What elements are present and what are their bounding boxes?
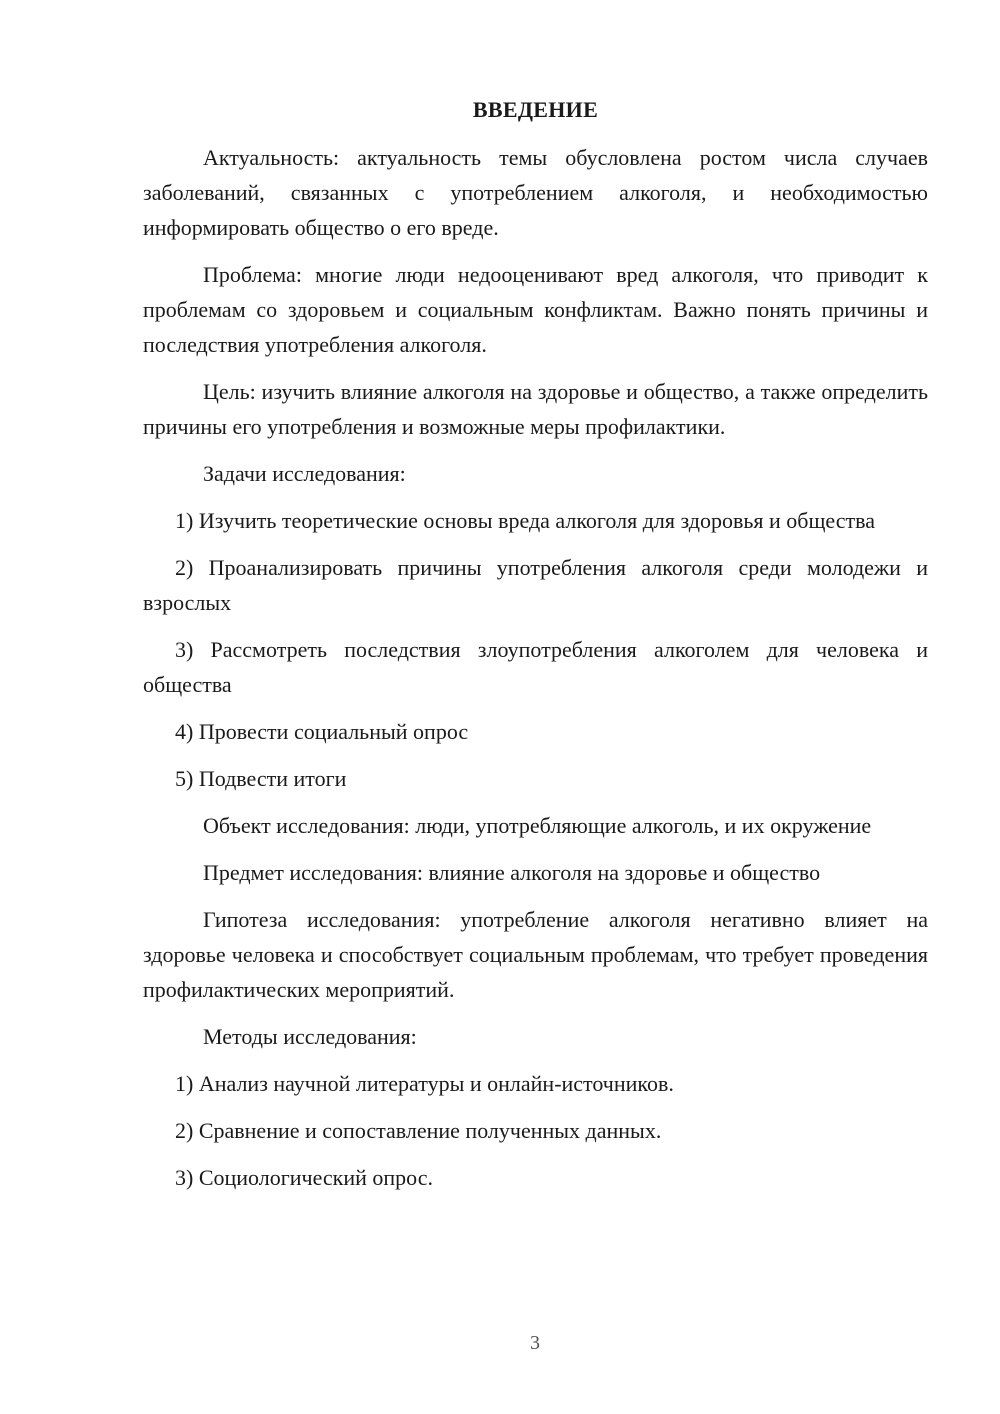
task-item: 5) Подвести итоги (175, 766, 347, 791)
hypothesis-paragraph: Гипотеза исследования: употребление алкоголя негативно влияет на здоровье человека и способствует социальным проблемам, что требует проведения профилактических мероприятий. (143, 907, 928, 1002)
object-paragraph: Объект исследования: люди, употребляющие алкоголь, и их окружение (203, 813, 872, 838)
page-number: 3 (530, 1332, 540, 1354)
tasks-heading: Задачи исследования: (203, 461, 406, 486)
subject-paragraph: Предмет исследования: влияние алкоголя на здоровье и общество (203, 860, 821, 885)
document-page (143, 92, 928, 1207)
method-item: 1) Анализ научной литературы и онлайн-источников. (175, 1071, 674, 1096)
methods-heading: Методы исследования: (203, 1024, 417, 1049)
task-item: 3) Рассмотреть последствия злоупотребления алкоголем для человека и общества (143, 637, 928, 697)
method-item: 2) Сравнение и сопоставление полученных данных. (175, 1118, 662, 1143)
task-item: 1) Изучить теоретические основы вреда алкоголя для здоровья и общества (175, 508, 875, 533)
task-item: 4) Провести социальный опрос (175, 719, 469, 744)
relevance-paragraph: Актуальность: актуальность темы обусловлена ростом числа случаев заболеваний, связанных с употреблением алкоголя, и необходимостью информировать общество о его вреде. (143, 145, 928, 240)
page-title: ВВЕДЕНИЕ (472, 97, 599, 122)
problem-paragraph: Проблема: многие люди недооценивают вред алкоголя, что приводит к проблемам со здоровьем и социальным конфликтам. Важно понять причины и последствия употребления алкоголя. (143, 262, 928, 357)
task-item: 2) Проанализировать причины употребления алкоголя среди молодежи и взрослых (143, 555, 928, 615)
method-item: 3) Социологический опрос. (175, 1165, 433, 1190)
goal-paragraph: Цель: изучить влияние алкоголя на здоровье и общество, а также определить причины его употребления и возможные меры профилактики. (143, 379, 928, 439)
